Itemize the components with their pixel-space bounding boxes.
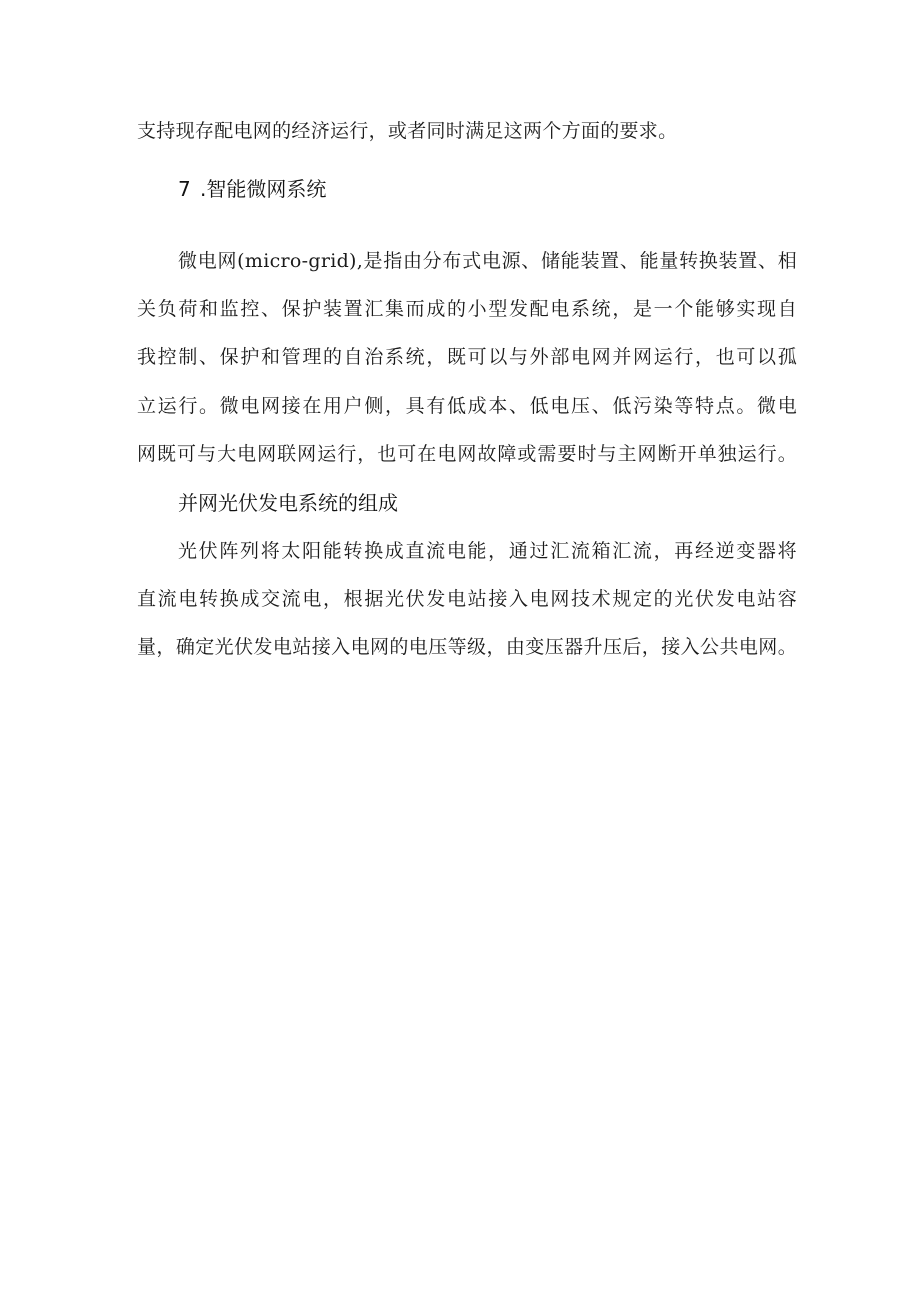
paragraph-line: 直流电转换成交流电，根据光伏发电站接入电网技术规定的光伏发电站容 (137, 588, 797, 610)
section-title: .智能微网系统 (200, 177, 327, 201)
section-number: 7 (178, 177, 191, 201)
paragraph-line: 微电网(micro-grid),是指由分布式电源、储能装置、能量转换装置、相 (178, 250, 797, 272)
paragraph-line: 量，确定光伏发电站接入电网的电压等级，由变压器升压后，接入公共电网。 (137, 636, 797, 658)
section-heading (178, 490, 398, 516)
paragraph-line: 网既可与大电网联网运行，也可在电网故障或需要时与主网断开单独运行。 (137, 443, 797, 465)
paragraph-line: 立运行。微电网接在用户侧，具有低成本、低电压、低污染等特点。微电 (137, 395, 797, 417)
section-heading (178, 176, 326, 202)
paragraph-line: 关负荷和监控、保护装置汇集而成的小型发配电系统，是一个能够实现自 (137, 298, 797, 320)
paragraph-line: 支持现存配电网的经济运行，或者同时满足这两个方面的要求。 (137, 120, 678, 142)
paragraph-line: 我控制、保护和管理的自治系统，既可以与外部电网并网运行，也可以孤 (137, 346, 797, 368)
paragraph-line: 光伏阵列将太阳能转换成直流电能，通过汇流箱汇流，再经逆变器将 (178, 540, 797, 562)
section-title: 并网光伏发电系统的组成 (178, 491, 398, 515)
